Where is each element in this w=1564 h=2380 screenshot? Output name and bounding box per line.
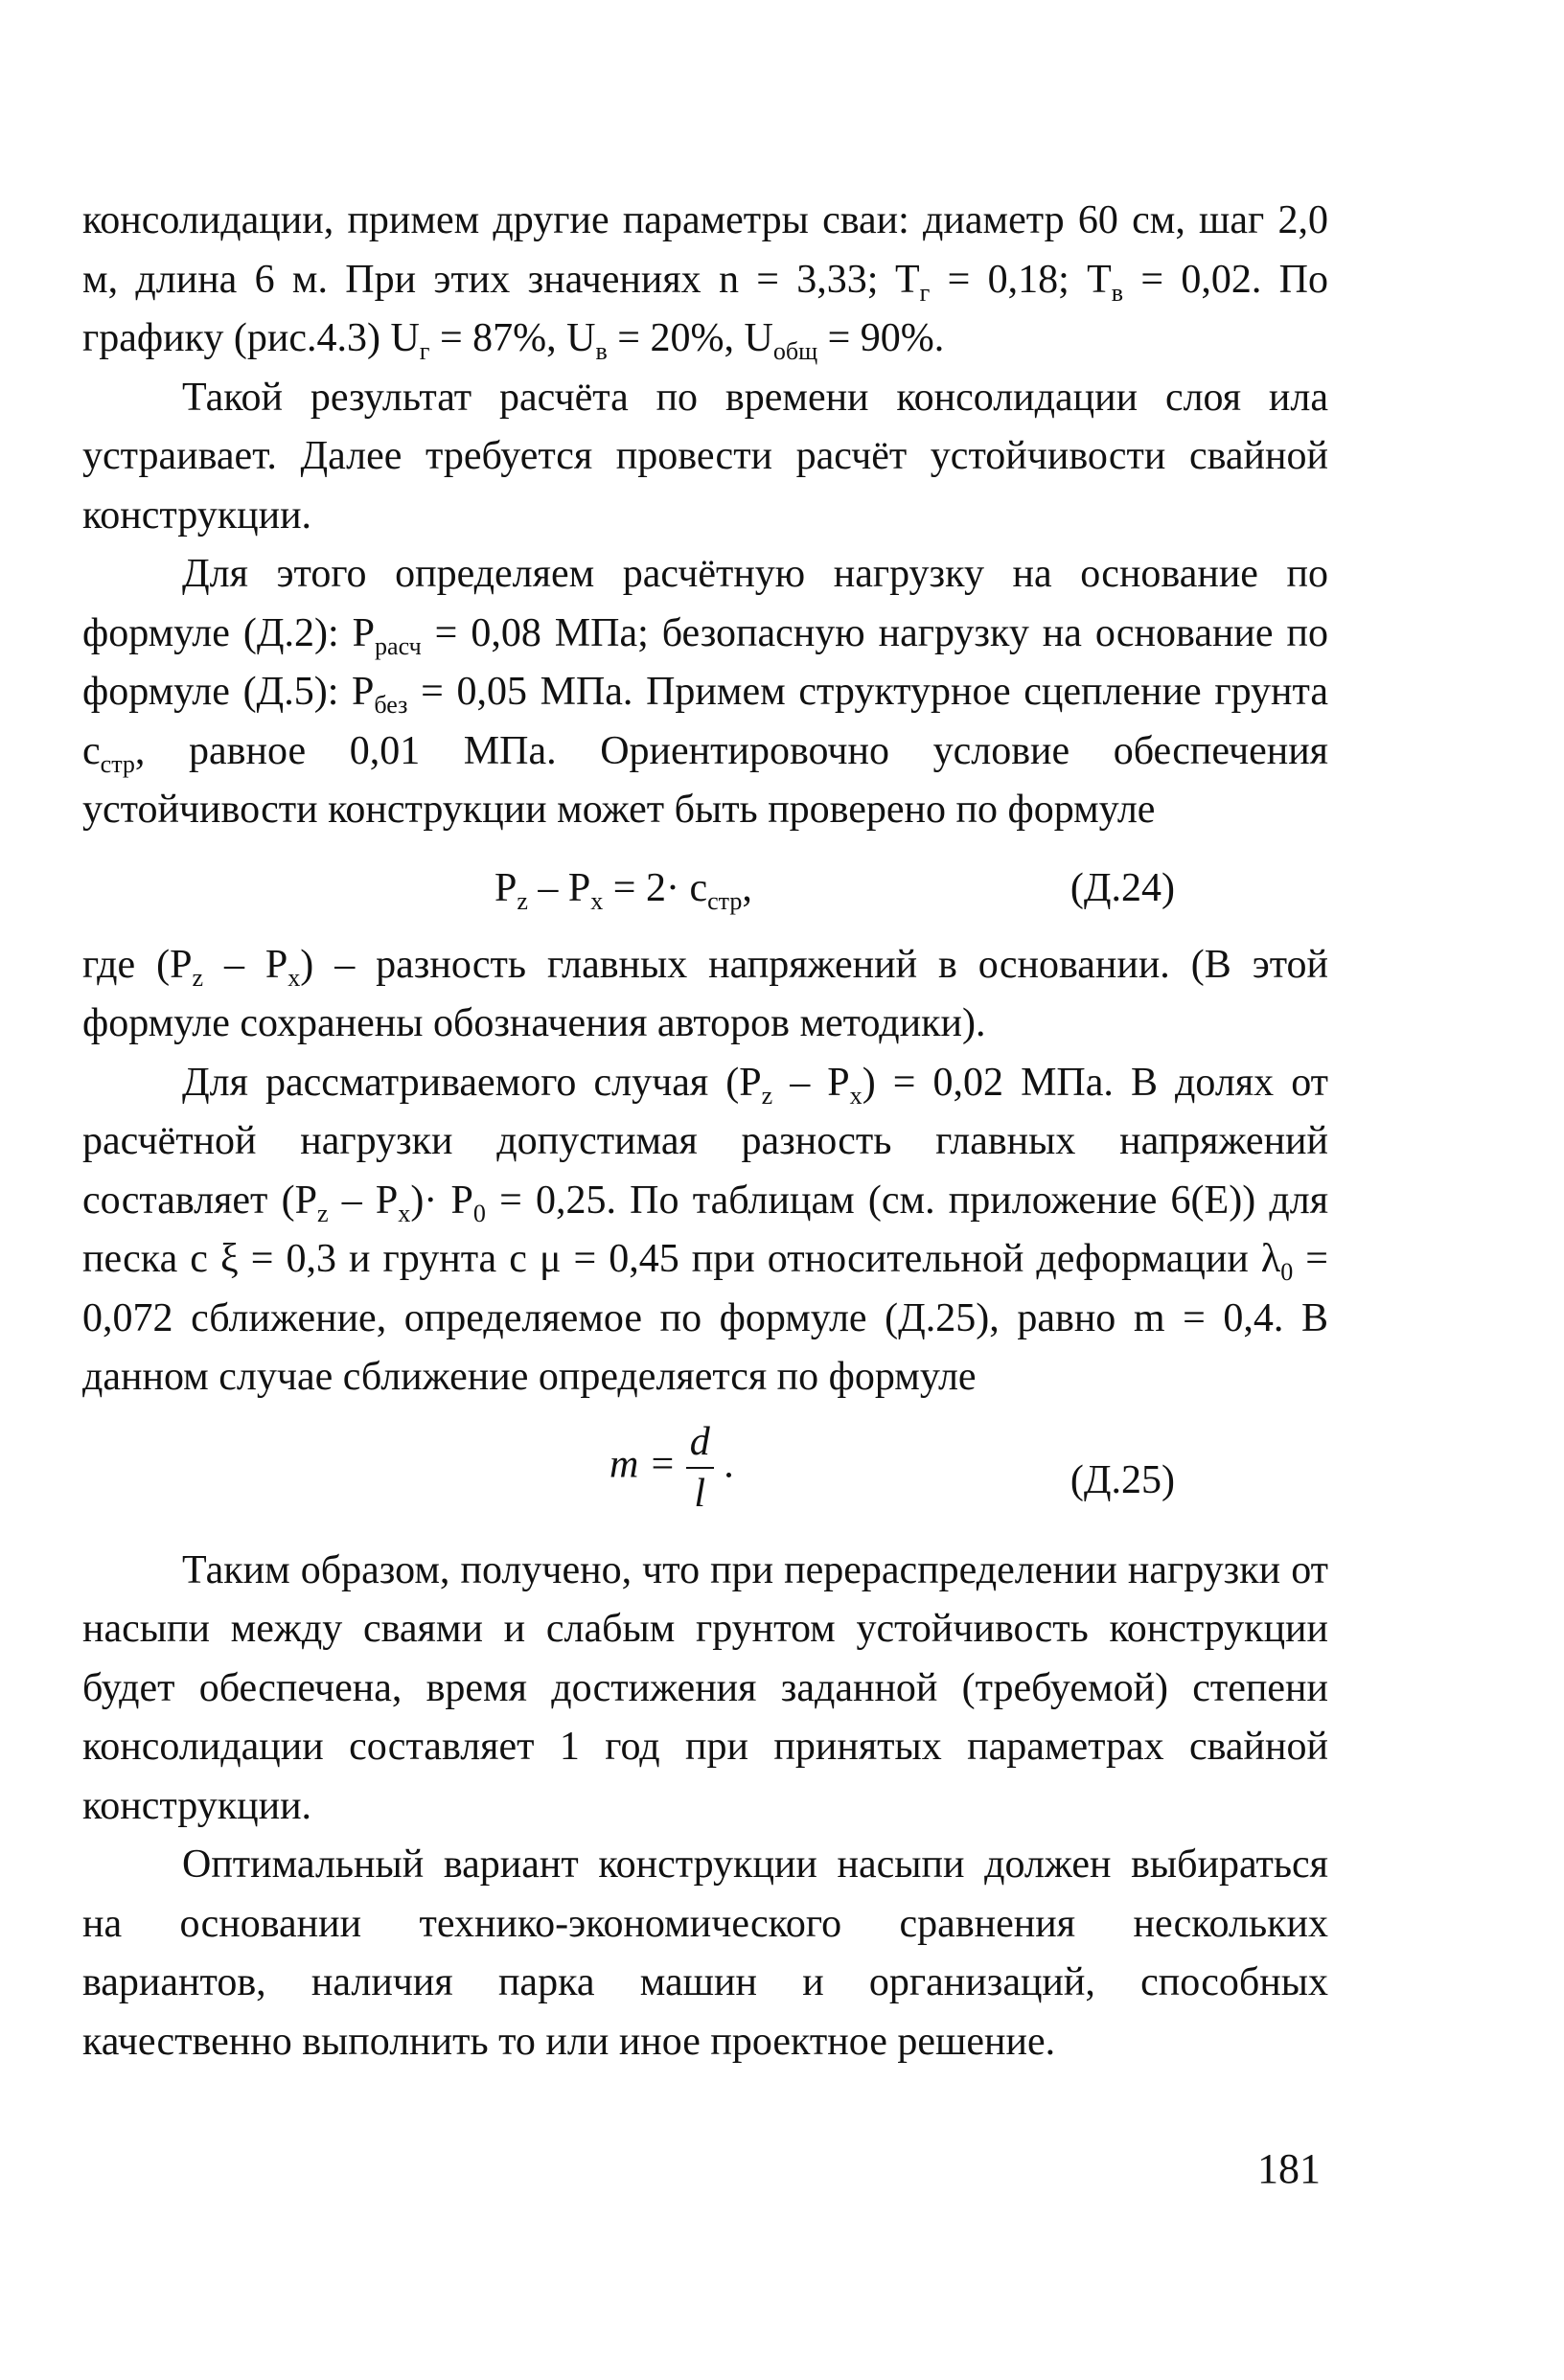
fraction-denominator: l bbox=[694, 1471, 706, 1516]
formula-d25-expression: m = $\frac{d}{l}$ . bbox=[610, 1417, 734, 1519]
formula-d24 bbox=[82, 840, 1328, 936]
formula-d25-number: (Д.25) bbox=[1070, 1457, 1175, 1502]
paragraph-3: Для этого определяем расчётную нагрузку на основание по формуле (Д.2): $P_{расч} = 0,08$ МПа; безопасную нагрузку на основание по формуле (Д.5): $P_{без} = 0,05$ МПа. Примем структурное сцепление грунта $c_{стр}$, равное 0,01 МПа. Ориентировочно условие обеспечения устойчивости конструкции может быть проверено по формуле bbox=[82, 552, 1329, 832]
paragraph-2: Такой результат расчёта по времени консолидации слоя ила устраивает. Далее требуется провести расчёт устойчивости свайной конструкции. bbox=[82, 375, 1328, 538]
paragraph-7: Оптимальный вариант конструкции насыпи должен выбираться на основании технико-экономического сравнения нескольких вариантов, наличия парка машин и организаций, способных качественно выполнить то или иное проектное решение. bbox=[82, 1842, 1328, 2064]
page-body bbox=[82, 192, 1328, 2071]
formula-d25 bbox=[82, 1407, 1328, 1542]
page-number: 181 bbox=[1257, 2145, 1321, 2192]
formula-d24-number: (Д.24) bbox=[1070, 865, 1175, 910]
paragraph-5: Для рассматриваемого случая $(P_z - P_x) = 0,02$ МПа. В долях от расчётной нагрузки допустимая разность главных напряжений составляет $(P_z - P_x)\cdot P_0 = 0,25$. По таблицам (см. приложение 6(E)) для песка с ξ = 0,3 и грунта с μ = 0,45 при относительной деформации $\lambda_0 = 0,072$ сближение, определяемое по формуле (Д.25), равно m = 0,4. В данном случае сближение определяется по формуле bbox=[82, 1060, 1329, 1399]
formula-d24-expression: $P_z - P_x = 2\cdot c_{стр}$, bbox=[494, 865, 752, 915]
paragraph-4: где $(P_z - P_x)$ – разность главных напряжений в основании. (В этой формуле сохранены обозначения авторов методики). bbox=[82, 942, 1329, 1045]
paragraph-1: консолидации, примем другие параметры сваи: диаметр 60 см, шаг 2,0 м, длина 6 м. При этих значениях n = 3,33; $T_г = 0,18$; $T_в = 0,02$. По графику (рис.4.3) $U_г = 87\%$, $U_в = 20\%$, $U_{общ} = 90\%$. bbox=[82, 198, 1328, 366]
paragraph-6: Таким образом, получено, что при перераспределении нагрузки от насыпи между сваями и слабым грунтом устойчивость конструкции будет обеспечена, время достижения заданной (требуемой) степени консолидации составляет 1 год при принятых параметрах свайной конструкции. bbox=[82, 1547, 1328, 1828]
fraction-numerator: d bbox=[686, 1417, 714, 1469]
fraction bbox=[686, 1417, 714, 1519]
